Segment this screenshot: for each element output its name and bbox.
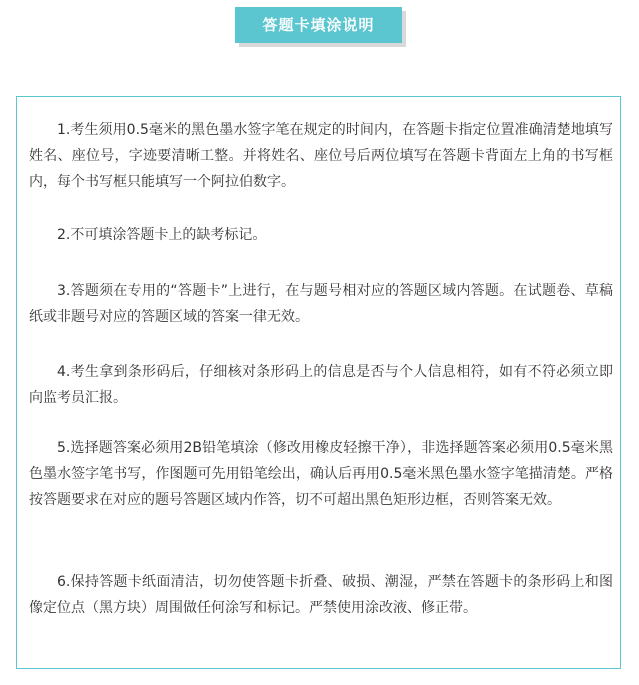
instruction-item-6: 6.保持答题卡纸面清洁，切勿使答题卡折叠、破损、潮湿，严禁在答题卡的条形码上和图像定位点（黑方块）周围做任何涂写和标记。严禁使用涂改液、修正带。 (29, 574, 613, 616)
instruction-item-2: 2.不可填涂答题卡上的缺考标记。 (57, 227, 267, 243)
instruction-item-1: 1.考生须用0.5毫米的黑色墨水签字笔在规定的时间内，在答题卡指定位置准确清楚地填写姓名、座位号，字迹要清晰工整。并将姓名、座位号后两位填写在答题卡背面左上角的书写框内，每个书写框只能填写一个阿拉伯数字。 (29, 122, 613, 190)
instruction-item-5: 5.选择题答案必须用2B铅笔填涂（修改用橡皮轻擦干净），非选择题答案必须用0.5毫米黑色墨水签字笔书写，作图题可先用铅笔绘出，确认后再用0.5毫米黑色墨水签字笔描清楚。严格按答题要求在对应的题号答题区域内作答，切不可超出黑色矩形边框，否则答案无效。 (29, 440, 613, 508)
instructions-panel (16, 96, 621, 669)
instruction-item-3: 3.答题须在专用的“答题卡”上进行，在与题号相对应的答题区域内答题。在试题卷、草稿纸或非题号对应的答题区域的答案一律无效。 (29, 283, 613, 325)
page-title: 答题卡填涂说明 (235, 7, 402, 43)
instruction-item-4: 4.考生拿到条形码后，仔细核对条形码上的信息是否与个人信息相符，如有不符必须立即向监考员汇报。 (29, 364, 613, 406)
title-banner (235, 7, 402, 43)
